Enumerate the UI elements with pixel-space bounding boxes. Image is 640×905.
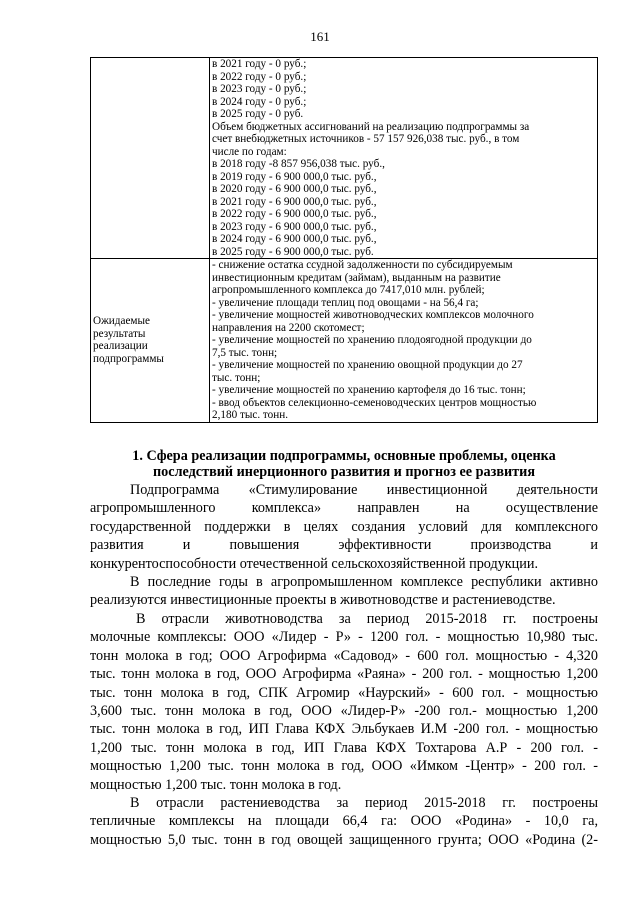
funding-line: в 2023 году - 6 900 000,0 тыс. руб.,: [212, 220, 377, 233]
result-line: 7,5 тыс. тонн;: [212, 346, 278, 359]
funding-line: в 2023 году - 0 руб.;: [212, 83, 307, 95]
paragraph-subprogram-purpose: [90, 481, 598, 573]
results-label-line: подпрограммы: [93, 352, 164, 365]
section-heading-line: последствий инерционного развития и прогноз ее развития: [153, 463, 535, 480]
results-label-line: Ожидаемые: [93, 315, 150, 328]
paragraph-line: тепличные комплексы на площади 66,4 га: ООО «Родина» - 10,0 га,: [90, 813, 598, 830]
result-line: - ввод объектов селекционно-семеноводческих центров мощностью: [212, 396, 537, 409]
paragraph-line: тонн молока в год; ООО Агрофирма «Садовод» - 600 гол. мощностью - 4,320: [90, 647, 598, 664]
table-cell-results-label: [91, 259, 210, 423]
funding-line: в 2024 году - 0 руб.;: [212, 95, 307, 108]
result-line: - снижение остатка ссудной задолженности по субсидируемым: [212, 259, 513, 271]
funding-line: в 2025 году - 6 900 000,0 тыс. руб.: [212, 245, 374, 258]
paragraph-line: В отрасли животноводства за период 2015-2018 гг. построены: [136, 611, 598, 627]
paragraph-line: конкурентоспособности отечественной сельскохозяйственной продукции.: [90, 555, 538, 572]
paragraph-line: В последние годы в агропромышленном комплексе республики активно: [130, 574, 598, 590]
funding-line: в 2022 году - 6 900 000,0 тыс. руб.,: [212, 208, 377, 220]
funding-line: Объем бюджетных ассигнований на реализацию подпрограммы за: [212, 120, 530, 133]
page-number: 161: [310, 29, 330, 44]
result-line: инвестиционным кредитам (займам), выданным на развитие: [212, 271, 501, 284]
section-heading: [90, 449, 598, 480]
funding-line: в 2024 году - 6 900 000,0 тыс. руб.,: [212, 233, 377, 245]
funding-line: счет внебюджетных источников - 57 157 926,038 тыс. руб., в том: [212, 133, 520, 145]
result-line: 2,180 тыс. тонн.: [212, 409, 289, 421]
paragraph-line: В отрасли растениеводства за период 2015-2018 гг. построены: [130, 795, 598, 811]
paragraph-line: мощностью 1,200 тыс. тонн молока в год.: [90, 776, 342, 793]
paragraph-line: мощностью 1,200 тыс. тонн молока в год, ООО «Имком -Центр» - 200 гол. -: [90, 758, 598, 775]
paragraph-line: тыс. тонн молока в год, СПК Агромир «Наурский» - 600 гол. - мощностью: [90, 684, 598, 701]
table-cell-label-empty: [91, 58, 210, 259]
result-line: - увеличение площади теплиц под овощами - на 56,4 га;: [212, 296, 479, 309]
funding-line: в 2018 году -8 857 956,038 тыс. руб.,: [212, 158, 385, 170]
paragraph-line: молочные комплексы: ООО «Лидер - Р» - 1200 гол. - мощностью 10,980 тыс.: [90, 629, 598, 646]
results-label-line: реализации: [93, 340, 148, 353]
paragraph-investment-projects: [90, 573, 598, 610]
result-line: направления на 2200 скотомест;: [212, 321, 365, 334]
subprogram-passport-table: [90, 57, 598, 423]
paragraph-line: мощностью 5,0 тыс. тонн в год овощей защищенного грунта; ООО «Родина (2-: [90, 831, 598, 848]
paragraph-livestock: [90, 610, 598, 794]
paragraph-line: реализуются инвестиционные проекты в животноводстве и растениеводстве.: [90, 592, 556, 609]
result-line: - увеличение мощностей по хранению картофеля до 16 тыс. тонн;: [212, 384, 526, 396]
paragraph-line: государственной поддержки в целях создания условий для комплексного: [90, 518, 598, 535]
table-cell-results: [210, 259, 598, 423]
paragraph-line: Подпрограмма «Стимулирование инвестиционной деятельности: [130, 482, 598, 498]
paragraph-line: развития и повышения эффективности производства и: [90, 537, 598, 554]
result-line: тыс. тонн;: [212, 371, 261, 384]
result-line: - увеличение мощностей по хранению плодоягодной продукции до: [212, 334, 532, 346]
paragraph-line: тыс. тонн молока в год, ИП Глава КФХ Эльбукаев И.М -200 гол. - мощностью: [90, 721, 598, 738]
paragraph-crop-production: [90, 794, 598, 849]
paragraph-line: 1,200 тыс. тонн молока в год, ИП Глава КФХ Тохтарова А.Р - 200 гол. -: [90, 739, 598, 756]
funding-line: в 2020 году - 6 900 000,0 тыс. руб.,: [212, 183, 377, 195]
result-line: - увеличение мощностей животноводческих комплексов молочного: [212, 309, 534, 321]
funding-line: в 2021 году - 6 900 000,0 тыс. руб.,: [212, 195, 377, 208]
funding-line: в 2021 году - 0 руб.;: [212, 58, 307, 70]
funding-line: в 2025 году - 0 руб.: [212, 108, 304, 120]
funding-line: в 2022 году - 0 руб.;: [212, 70, 307, 83]
table-row-funding: [91, 58, 598, 259]
table-cell-funding: [210, 58, 598, 259]
result-line: - увеличение мощностей по хранению овощной продукции до 27: [212, 359, 523, 371]
paragraph-line: тыс. тонн молока в год, ООО Агрофирма «Раяна» - 200 гол. - мощностью 1,200: [90, 666, 598, 683]
paragraph-line: агропромышленного комплекса» направлен на осуществление: [90, 500, 598, 517]
funding-line: в 2019 году - 6 900 000,0 тыс. руб.,: [212, 170, 377, 183]
section-heading-line: 1. Сфера реализации подпрограммы, основные проблемы, оценка: [132, 448, 556, 464]
table-row-expected-results: [91, 259, 598, 423]
funding-line: числе по годам:: [212, 145, 287, 158]
paragraph-line: 3,600 тыс. тонн молока в год, ООО «Лидер-Р» -200 гол.- мощностью 1,200: [90, 703, 598, 720]
result-line: агропромышленного комплекса до 7417,010 млн. рублей;: [212, 284, 485, 296]
results-label-line: результаты: [93, 327, 146, 340]
